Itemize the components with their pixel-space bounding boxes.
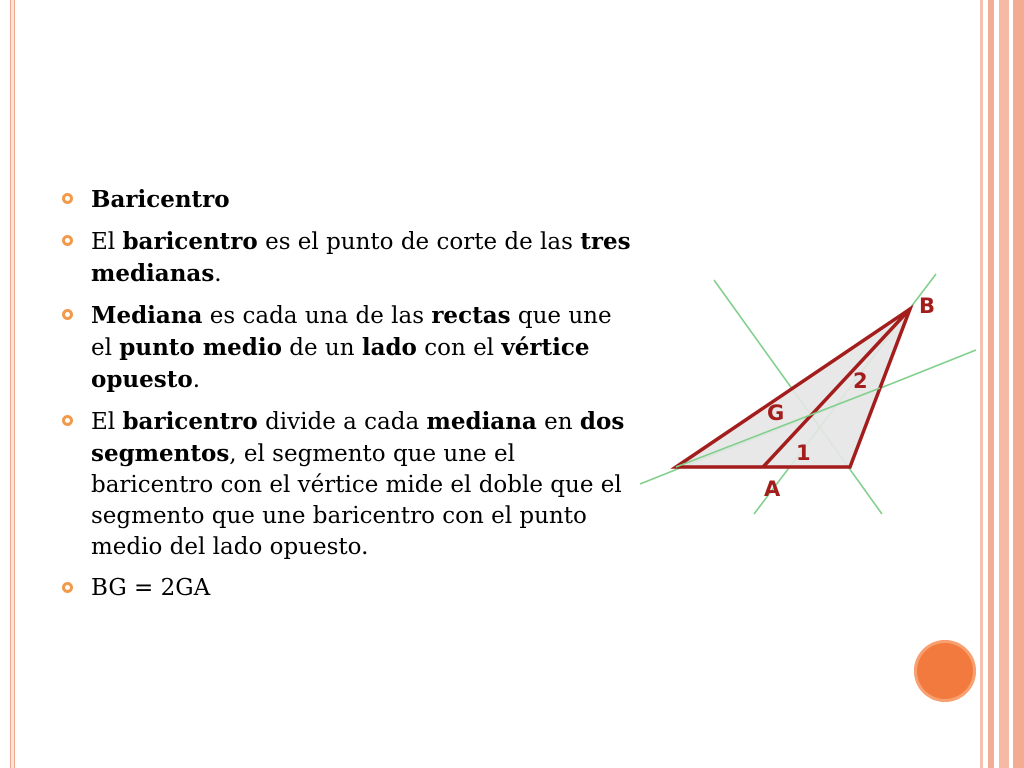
bold-text-run: vértice opuesto: [91, 334, 590, 393]
right-frame-stripe: [1013, 0, 1024, 768]
bullet-circle-icon: [62, 193, 73, 204]
bullet-text: [91, 409, 624, 560]
bullet-text: [91, 229, 631, 287]
right-frame-stripe: [988, 0, 994, 768]
text-run: BG = 2GA: [91, 575, 211, 601]
text-run: .: [214, 261, 222, 287]
bullet-circle-icon: [62, 582, 73, 593]
bullet-list: [62, 184, 632, 614]
bullet-item: [62, 573, 632, 604]
triangle-medians-diagram: [636, 268, 980, 520]
bold-text-run: Baricentro: [91, 186, 230, 213]
text-run: es cada una de las: [202, 303, 432, 329]
bold-text-run: mediana: [426, 408, 537, 435]
text-run: El: [91, 229, 123, 255]
label-a: A: [764, 477, 781, 501]
text-run: divide a cada: [257, 409, 427, 435]
text-run: El: [91, 409, 123, 435]
text-run: que une el: [91, 303, 612, 361]
bullet-circle-icon: [62, 235, 73, 246]
bullet-text: [91, 303, 612, 393]
bold-text-run: baricentro: [122, 228, 258, 255]
bullet-circle-icon: [62, 415, 73, 426]
right-frame-stripe: [980, 0, 983, 768]
bold-text-run: Mediana: [91, 302, 203, 329]
bullet-item: [62, 226, 632, 290]
text-run: de un: [281, 335, 362, 361]
text-run: con el: [416, 335, 502, 361]
left-frame-stripe: [10, 0, 15, 768]
bullet-item: [62, 184, 632, 216]
bold-text-run: lado: [361, 334, 417, 361]
bullet-text: [91, 575, 210, 601]
text-run: , el segmento que une el baricentro con el vértice mide el doble que el segmento que une baricentro con el punto medio del lado opuesto.: [91, 441, 622, 560]
triangle: [676, 309, 910, 467]
bold-text-run: tres medianas: [91, 228, 631, 287]
bold-text-run: punto medio: [119, 334, 282, 361]
bold-text-run: rectas: [431, 302, 511, 329]
label-one: 1: [796, 441, 811, 465]
label-two: 2: [853, 369, 868, 393]
text-run: .: [192, 367, 201, 393]
right-frame-stripe: [999, 0, 1009, 768]
text-run: en: [536, 409, 580, 435]
bullet-circle-icon: [62, 309, 73, 320]
bold-text-run: dos segmentos: [91, 408, 625, 467]
label-b: B: [919, 294, 936, 318]
bullet-item: [62, 300, 632, 396]
text-run: es el punto de corte de las: [257, 229, 581, 255]
orange-circle-decoration: [914, 640, 976, 702]
label-g: G: [767, 401, 785, 425]
bold-text-run: baricentro: [122, 408, 258, 435]
bullet-text: [91, 187, 230, 213]
bullet-item: [62, 406, 632, 563]
